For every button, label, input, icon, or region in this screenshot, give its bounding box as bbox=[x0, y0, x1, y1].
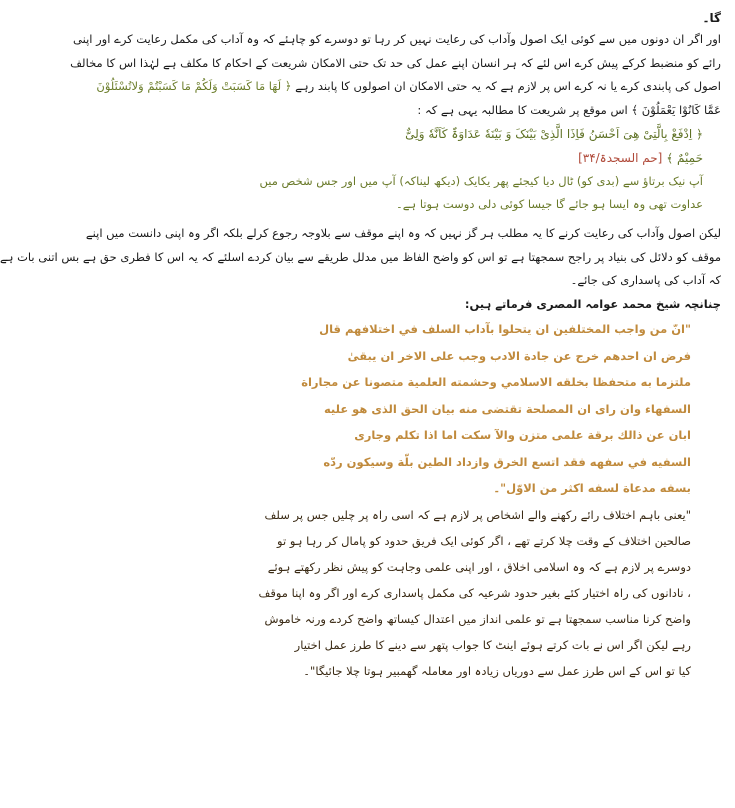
inline-verse: ﴿ لَهَا مَا كَسَبَتْ وَلَكُمْ مَا كَسَبْتُمْ وَلاتُسْئَلُوْنَ bbox=[96, 79, 292, 93]
arabic-quote-line: السفهاء وان راى ان المصلحة تقتضى منه بيان الحق الذى هو عليه bbox=[323, 401, 691, 416]
urdu-quote-line: "یعنی باہم اختلاف رائے رکھنے والے اشخاص پر لازم ہے کہ اسی راہ پر چلیں جس پر سلف bbox=[264, 507, 691, 522]
arabic-quote bbox=[154, 316, 721, 502]
translation-line: آپ نیک برتاؤ سے (بدی کو) ٹال دیا کیجئے پھر یکایک (دیکھ لیناکہ) آپ میں اور جس شخص میں bbox=[259, 174, 703, 188]
urdu-quote-line: رہے لیکن اگر اس نے بات کرتے ہوئے اینٹ کا جواب پتھر سے دینے کا طرز عمل اختیار bbox=[294, 637, 691, 652]
paragraph-line: لیکن اصول وآداب کی رعایت کرنے کا یہ مطلب ہر گز نہیں کہ وہ اپنے موقف سے بلاوجہ رجوع کرلے بلکہ اگر وہ اپنی دانست میں اپنے bbox=[85, 226, 721, 240]
paragraph-line: رائے کو منضبط کرکے پیش کرے اس لئے کہ ہر انسان اپنے عمل کی حد تک حتی الامکان شریعت کے احکام کا مکلف ہے لہٰذا اس کا مخالف bbox=[70, 55, 721, 70]
urdu-quote-line: واضح کرنا مناسب سمجھتا ہے تو علمی انداز میں اعتدال کیساتھ واضح کردے ورنہ خاموش bbox=[264, 611, 691, 626]
arabic-quote-line: بسفه مدعاة لسفه اكثر من الاوّل"۔ bbox=[493, 481, 691, 495]
paragraph-2 bbox=[0, 222, 721, 316]
paragraph-line: کہ آداب کی پاسداری کی جائے۔ bbox=[570, 273, 721, 287]
paragraph-line: اور اگر ان دونوں میں سے کوئی ایک اصول وآداب کی رعایت نہیں کر رہا تو دوسرے کو چاہئے کہ وہ آداب کی مکمل رعایت کرے اور اپنی bbox=[73, 32, 721, 46]
quote-intro: چنانچہ شیخ محمد عوامہ المصری فرماتے ہیں: bbox=[464, 296, 721, 311]
arabic-quote-line: فرض ان احدهم خرج عن جادة الادب وجب على الاخر ان يبقىٰ bbox=[347, 348, 691, 363]
urdu-quote-line: صالحین اختلاف کے وقت چلا کرتے تھے ، اگر کوئی ایک فریق حدود کو پامال کر رہا ہو تو bbox=[277, 533, 691, 548]
page-top-fragment: گا۔ bbox=[702, 11, 721, 25]
translation-block bbox=[154, 170, 721, 216]
urdu-quote-line: دوسرے پر لازم ہے کہ وہ اسلامی اخلاق ، اور اپنی علمی وجاہت کو پیش نظر رکھتے ہوئے bbox=[267, 559, 691, 574]
arabic-quote-line: السفيه في سفهه فقد اتسع الخرق وازداد الطين بلّة وسيكون ردّه bbox=[323, 454, 691, 469]
urdu-quote-line: ، نادانوں کی راہ اختیار کئے بغیر حدود شرعیہ کی مکمل پاسداری کرے اور اگر وہ اپنا موقف bbox=[258, 585, 691, 600]
urdu-quote-line: کیا تو اس کے اس طرز عمل سے دوریاں زیادہ اور معاملہ گھمبیر ہوتا چلا جائیگا"۔ bbox=[303, 663, 691, 678]
ayah-line: ﴿ اِدْفَعْ بِالَّتِیْ ھِیَ اَحْسَنُ فَاِذَا الَّذِیْ بَیْنَکَ وَ بَیْنَهٗ عَدَاوَۃٌ کَاَنَّهٗ وَلِیٌّ bbox=[405, 127, 703, 141]
urdu-quote bbox=[154, 502, 721, 684]
paragraph-line: عَمَّا كَانُوْا يَعْمَلُوْنَ ﴾ اس موقع پر شریعت کا مطالبہ یہی ہے کہ : bbox=[417, 102, 721, 117]
arabic-quote-line: ملتزما به متحفظا بخلقه الاسلامي وحشمته العلمية متصونا عن مجاراة bbox=[301, 375, 691, 389]
paragraph-line: موقف کو دلائل کی بنیاد پر راجح سمجھتا ہے تو اس کو واضح الفاظ میں مدلل طریقے سے بیان کردے اسلئے کہ یہ اس کا فطری حق ہے بس اتنی بات ہے bbox=[0, 249, 721, 264]
ayah-line: حَمِیْمٌ ﴾ [حم السجدۃ/۳۴] bbox=[578, 151, 703, 165]
arabic-quote-line: ابان عن ذالك برقة علمى متزن والآ سكت اما اذا تكلم وجارى bbox=[354, 428, 691, 442]
translation-line: عداوت تھی وہ ایسا ہو جائے گا جیسا کوئی دلی دوست ہوتا ہے۔ bbox=[395, 197, 703, 211]
arabic-quote-line: "انّ من واجب المختلفين ان يتحلوا بآداب السلف في اختلافهم قال bbox=[319, 322, 691, 336]
ayah-block bbox=[154, 122, 721, 170]
paragraph-1 bbox=[70, 28, 721, 122]
ayah-reference: [حم السجدۃ/۳۴] bbox=[578, 151, 663, 165]
paragraph-line: اصول کی پابندی کرے یا نہ کرے اس پر لازم ہے کہ یہ حتی الامکان ان اصولوں کا پابند رہے ﴿ لَهَا مَا كَسَبَتْ وَلَكُمْ مَا كَسَبْتُمْ وَلاتُسْئَلُوْنَ bbox=[96, 79, 721, 93]
